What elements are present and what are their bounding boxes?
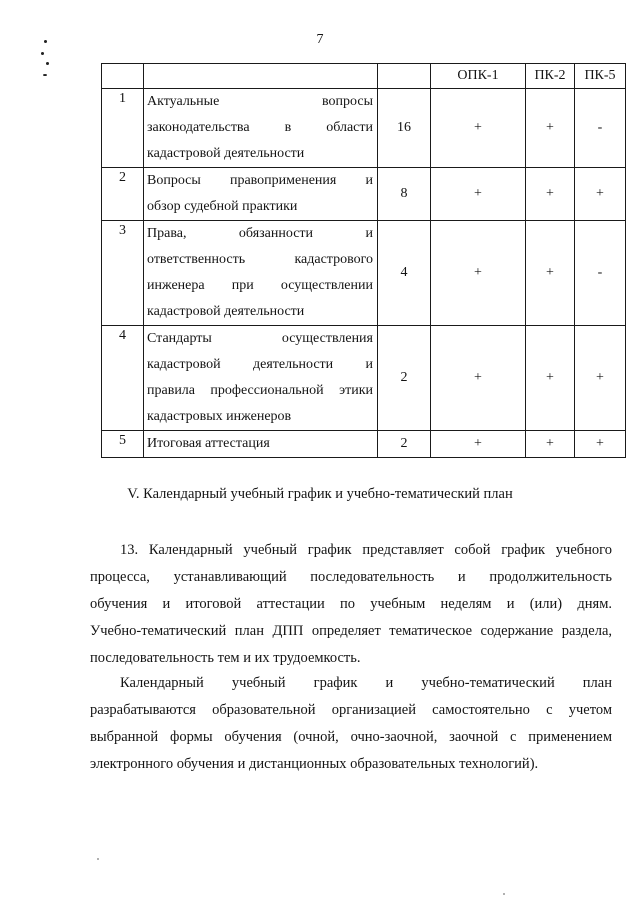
header-cell-topic (144, 64, 378, 89)
section-title: V. Календарный учебный график и учебно-тематический план (127, 486, 513, 502)
pk2-mark: + (526, 168, 575, 221)
opk1-mark: + (431, 431, 526, 458)
pk5-mark: - (575, 221, 626, 326)
table-row (102, 431, 626, 458)
paragraph-13 (90, 537, 612, 672)
table-header-row (102, 64, 626, 89)
paragraph-development (90, 670, 612, 778)
row-number: 2 (102, 168, 144, 221)
scan-speck (97, 858, 99, 860)
header-cell-pk5: ПК-5 (575, 64, 626, 89)
pk2-mark: + (526, 326, 575, 431)
table-row (102, 221, 626, 326)
topic-line: Вопросы правоприменения и (147, 173, 373, 188)
topic-line: обзор судебной практики (147, 199, 298, 214)
opk1-mark: + (431, 168, 526, 221)
paragraph-line: выбранной формы обучения (очной, очно-заочной, заочной с применением (90, 729, 612, 745)
topic-line: кадастровой деятельности (147, 146, 305, 161)
topic-line: Актуальные вопросы (147, 94, 373, 109)
header-cell-pk2: ПК-2 (526, 64, 575, 89)
pk2-mark: + (526, 89, 575, 168)
row-number: 4 (102, 326, 144, 431)
row-number: 5 (102, 431, 144, 458)
pk5-mark: + (575, 168, 626, 221)
opk1-mark: + (431, 221, 526, 326)
topic-line: ответственность кадастрового (147, 252, 373, 267)
pk2-mark: + (526, 431, 575, 458)
hours-cell: 8 (378, 168, 431, 221)
hours-cell: 2 (378, 431, 431, 458)
hours-cell: 16 (378, 89, 431, 168)
topic-line: Итоговая аттестация (147, 436, 270, 451)
row-number: 3 (102, 221, 144, 326)
pk5-mark: + (575, 326, 626, 431)
table-row (102, 89, 626, 168)
topic-line: Права, обязанности и (147, 226, 373, 241)
topic-cell (144, 326, 378, 431)
row-number: 1 (102, 89, 144, 168)
competency-table (101, 63, 626, 458)
scan-speck (503, 893, 505, 895)
opk1-mark: + (431, 89, 526, 168)
header-cell-opk1: ОПК-1 (431, 64, 526, 89)
pk2-mark: + (526, 221, 575, 326)
topic-cell (144, 221, 378, 326)
paragraph-line: последовательность тем и их трудоемкость. (90, 650, 361, 666)
paragraph-line: разрабатываются образовательной организацией самостоятельно с учетом (90, 702, 612, 718)
hours-cell: 2 (378, 326, 431, 431)
topic-line: правила профессиональной этики (147, 383, 373, 398)
table-row (102, 168, 626, 221)
pk5-mark: + (575, 431, 626, 458)
table-row (102, 326, 626, 431)
opk1-mark: + (431, 326, 526, 431)
topic-cell (144, 431, 378, 458)
topic-line: Стандарты осуществления (147, 331, 373, 346)
header-cell-hours (378, 64, 431, 89)
topic-line: кадастровой деятельности (147, 304, 305, 319)
topic-cell (144, 168, 378, 221)
paragraph-line: процесса, устанавливающий последовательность и продолжительность (90, 569, 612, 585)
hours-cell: 4 (378, 221, 431, 326)
topic-cell (144, 89, 378, 168)
topic-line: кадастровой деятельности и (147, 357, 373, 372)
paragraph-line: обучения и итоговой аттестации по учебным неделям и (или) дням. (90, 596, 612, 612)
page-number: 7 (316, 32, 324, 47)
paragraph-line: 13. Календарный учебный график представляет собой график учебного (120, 542, 612, 558)
topic-line: инженера при осуществлении (147, 278, 373, 293)
paragraph-line: Учебно-тематический план ДПП определяет тематическое содержание раздела, (90, 623, 612, 639)
paragraph-line: Календарный учебный график и учебно-тематический план (120, 675, 612, 691)
margin-marks (38, 40, 52, 84)
paragraph-line: электронного обучения и дистанционных образовательных технологий). (90, 756, 539, 772)
pk5-mark: - (575, 89, 626, 168)
topic-line: законодательства в области (147, 120, 373, 135)
header-cell-num (102, 64, 144, 89)
topic-line: кадастровых инженеров (147, 409, 292, 424)
